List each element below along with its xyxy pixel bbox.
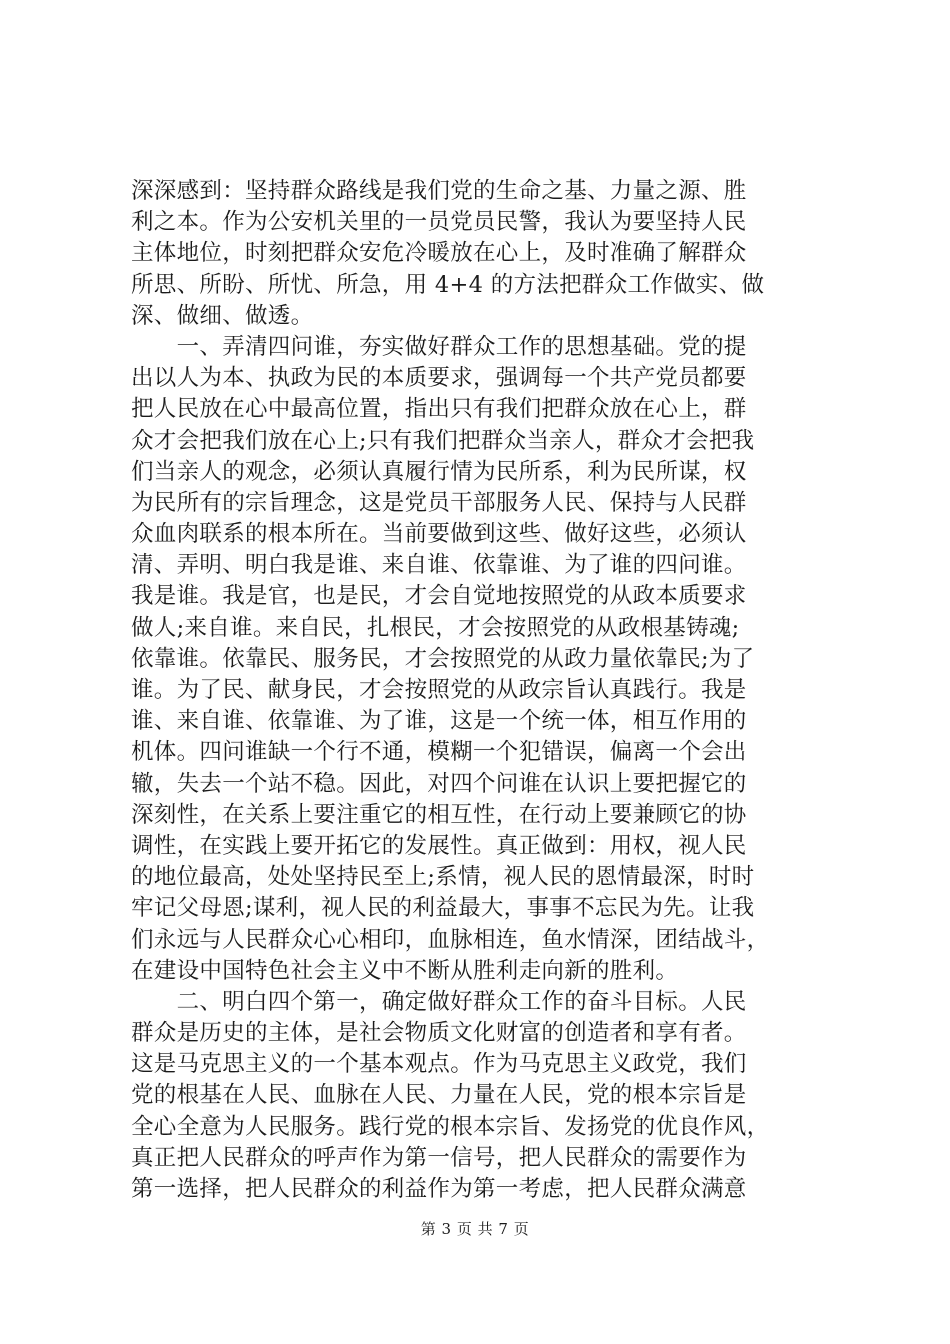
text-line: 主体地位，时刻把群众安危冷暖放在心上，及时准确了解群众 — [131, 240, 747, 267]
text-line: 第一选择，把人民群众的利益作为第一考虑，把人民群众满意 — [131, 1176, 747, 1202]
text-line: 出以人为本、执政为民的本质要求，强调每一个共产党员都要 — [131, 365, 747, 392]
text-line: 众血肉联系的根本所在。当前要做到这些、做好这些，必须认 — [131, 521, 747, 548]
text-line: 为民所有的宗旨理念，这是党员干部服务人民、保持与人民群 — [131, 489, 747, 516]
text-line: 们永远与人民群众心心相印，血脉相连，鱼水情深，团结战斗， — [131, 926, 770, 953]
text-line: 机体。四问谁缺一个行不通，模糊一个犯错误，偏离一个会出 — [131, 739, 747, 766]
text-line: 在建设中国特色社会主义中不断从胜利走向新的胜利。 — [131, 957, 679, 984]
text-line: 做人;来自谁。来自民，扎根民，才会按照党的从政根基铸魂; — [131, 614, 740, 641]
text-line: 真正把人民群众的呼声作为第一信号，把人民群众的需要作为 — [131, 1144, 747, 1171]
text-line: 二、明白四个第一，确定做好群众工作的奋斗目标。人民 — [131, 988, 747, 1015]
text-line: 们当亲人的观念，必须认真履行情为民所系，利为民所谋，权 — [131, 458, 747, 485]
text-line: 党的根基在人民、血脉在人民、力量在人民，党的根本宗旨是 — [131, 1082, 747, 1109]
text-line: 的地位最高，处处坚持民至上;系情，视人民的恩情最深，时时 — [131, 864, 755, 891]
text-line: 谁、来自谁、依靠谁、为了谁，这是一个统一体，相互作用的 — [131, 708, 747, 735]
text-line: 调性，在实践上要开拓它的发展性。真正做到：用权，视人民 — [131, 832, 747, 859]
text-line: 利之本。作为公安机关里的一员党员民警，我认为要坚持人民 — [131, 209, 747, 236]
text-line: 辙，失去一个站不稳。因此，对四个问谁在认识上要把握它的 — [131, 770, 747, 797]
text-line: 深、做细、做透。 — [131, 302, 314, 329]
text-line: 我是谁。我是官，也是民，才会自觉地按照党的从政本质要求 — [131, 583, 747, 610]
text-line: 所思、所盼、所忧、所急，用 4+4 的方法把群众工作做实、做 — [131, 271, 765, 298]
page-number-footer: 第 3 页 共 7 页 — [420, 1220, 530, 1238]
body-text — [131, 176, 831, 1205]
text-line: 清、弄明、明白我是谁、来自谁、依靠谁、为了谁的四问谁。 — [131, 552, 747, 579]
text-line: 谁。为了民、献身民，才会按照党的从政宗旨认真践行。我是 — [131, 677, 747, 703]
text-line: 群众是历史的主体，是社会物质文化财富的创造者和享有者。 — [131, 1020, 747, 1047]
text-line: 依靠谁。依靠民、服务民，才会按照党的从政力量依靠民;为了 — [131, 645, 755, 672]
text-line: 众才会把我们放在心上;只有我们把群众当亲人，群众才会把我 — [131, 427, 755, 454]
text-line: 深刻性，在关系上要注重它的相互性，在行动上要兼顾它的协 — [131, 801, 747, 828]
text-line: 这是马克思主义的一个基本观点。作为马克思主义政党，我们 — [131, 1051, 747, 1078]
text-line: 深深感到：坚持群众路线是我们党的生命之基、力量之源、胜 — [131, 178, 747, 204]
text-line: 牢记父母恩;谋利，视人民的利益最大，事事不忘民为先。让我 — [131, 895, 755, 922]
text-line: 全心全意为人民服务。践行党的根本宗旨、发扬党的优良作风， — [131, 1113, 770, 1140]
text-line: 把人民放在心中最高位置，指出只有我们把群众放在心上，群 — [131, 396, 747, 423]
text-line: 一、弄清四问谁，夯实做好群众工作的思想基础。党的提 — [131, 333, 747, 360]
